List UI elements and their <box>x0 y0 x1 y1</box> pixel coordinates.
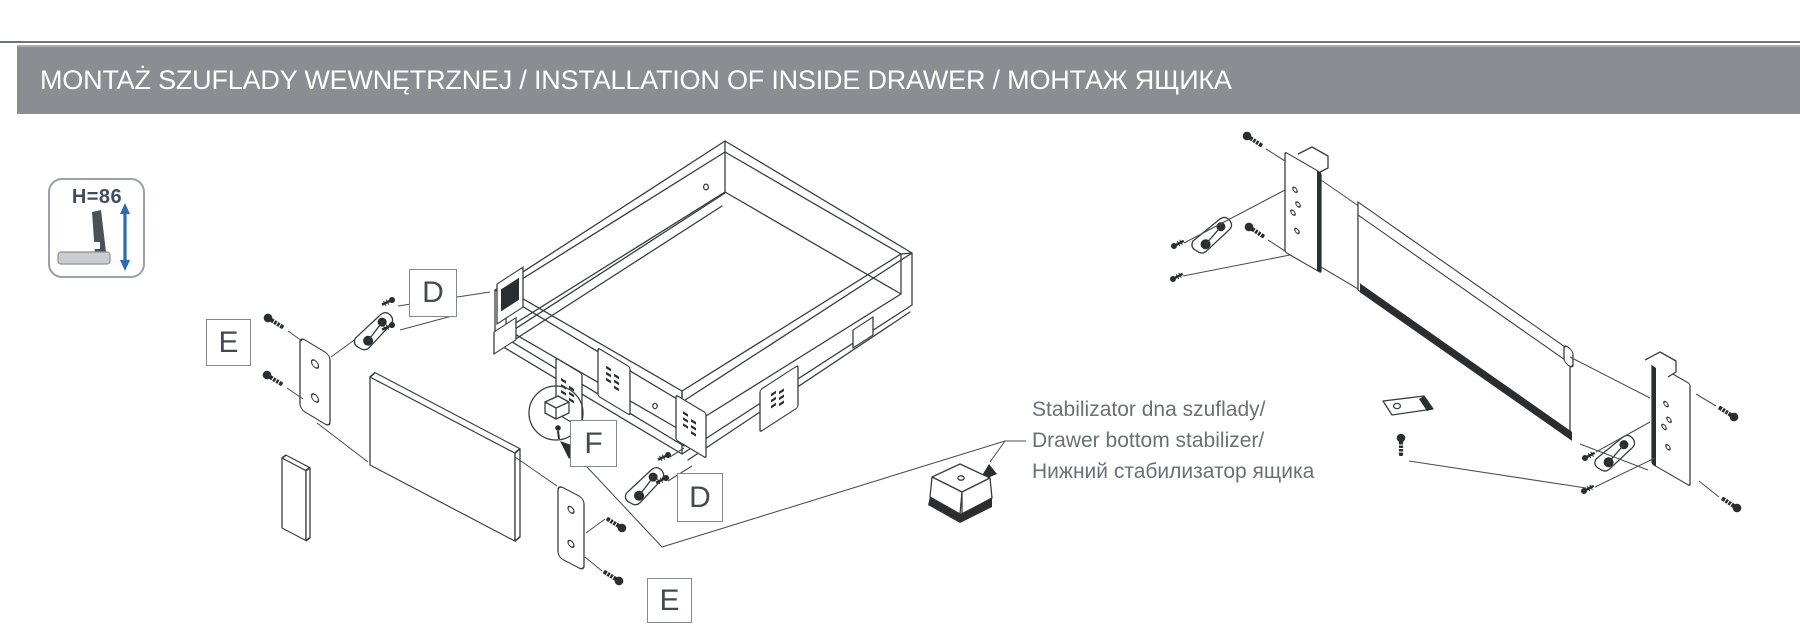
callout-f <box>570 420 617 467</box>
callout-letter: D <box>689 480 711 514</box>
drawer-height-icon <box>50 180 142 275</box>
callout-letter: E <box>218 325 239 359</box>
callout-e-bottom <box>647 578 692 623</box>
badge-height-label: H=86 <box>71 186 123 208</box>
callout-letter: F <box>584 426 603 460</box>
stabilizer-note-line-ru: Нижний стабилизатор ящика <box>1032 460 1315 483</box>
stabilizer-note-line-en: Drawer bottom stabilizer/ <box>1032 429 1265 452</box>
height-badge <box>48 178 145 278</box>
front-panel-parts <box>261 292 692 587</box>
gtv-logo-patch <box>497 267 523 324</box>
drawer-bottom-bar-icon <box>58 252 110 264</box>
callout-d-mid <box>677 473 723 522</box>
stabilizer-note-line-pl: Stabilizator dna szuflady/ <box>1032 398 1266 421</box>
header-title: MONTAŻ SZUFLADY WEWNĘTRZNEJ / INSTALLATION OF INSIDE DRAWER / МОНТАЖ ЯЩИКА <box>40 65 1232 95</box>
callout-e-left <box>206 319 251 366</box>
callout-d-top <box>409 269 457 317</box>
stabilizer-note <box>1032 394 1314 487</box>
callout-letter: D <box>422 276 444 309</box>
callout-letter: E <box>659 583 680 617</box>
